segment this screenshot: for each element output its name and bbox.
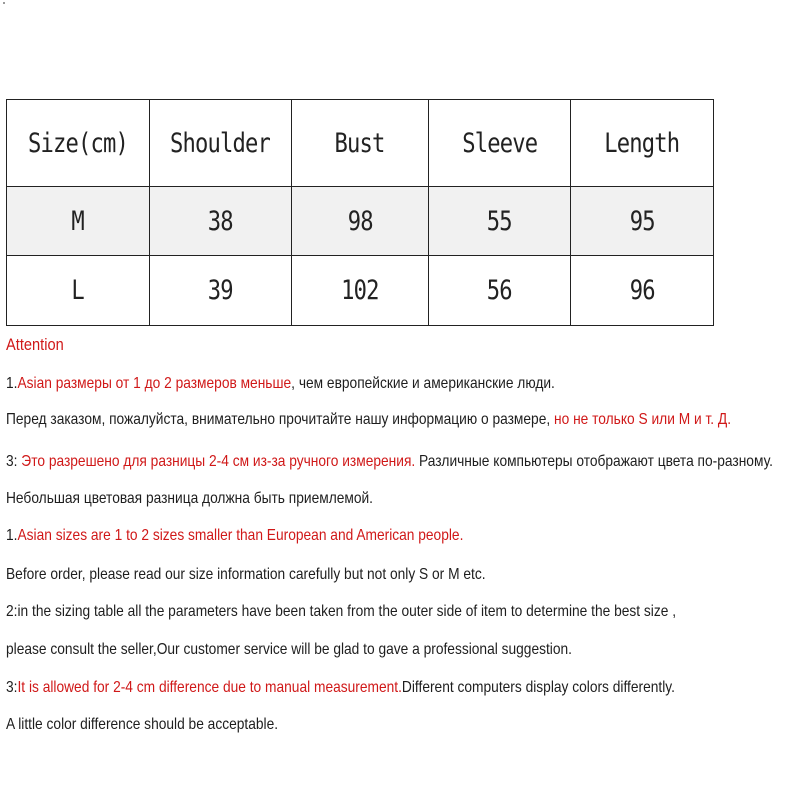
- note-ru-3: [6, 453, 773, 471]
- table-cell: 56: [429, 256, 571, 326]
- table-header-row: [7, 100, 714, 187]
- note-text: 3:: [6, 453, 22, 470]
- note-text: 1.: [6, 527, 18, 544]
- note-text: , чем европейские и американские люди.: [291, 375, 555, 392]
- note-highlight: Asian размеры от 1 до 2 размеров меньше: [17, 375, 292, 392]
- table-cell: L: [7, 256, 150, 326]
- note-en-5: [6, 679, 675, 697]
- note-en-1: [6, 527, 463, 545]
- table-cell: M: [7, 187, 150, 256]
- note-highlight: но не только S или M и т. Д.: [550, 411, 732, 428]
- header-bust: Bust: [292, 100, 429, 187]
- table-cell: 96: [571, 256, 714, 326]
- note-text: Different computers display colors differently.: [401, 679, 675, 696]
- corner-dot: [3, 2, 5, 4]
- note-ru-4: Небольшая цветовая разница должна быть приемлемой.: [6, 490, 374, 507]
- header-size: Size(cm): [7, 100, 150, 187]
- size-table: [6, 99, 714, 326]
- note-text: Перед заказом, пожалуйста, внимательно прочитайте нашу информацию о размере,: [6, 411, 551, 428]
- note-en-4: please consult the seller,Our customer service will be glad to gave a professional suggestion.: [6, 641, 573, 658]
- table-row: [7, 256, 714, 326]
- note-ru-1: [6, 375, 555, 393]
- table-cell: 95: [571, 187, 714, 256]
- note-highlight: Asian sizes are 1 to 2 sizes smaller than European and American people.: [17, 527, 464, 544]
- note-en-2: Before order, please read our size information carefully but not only S or M etc.: [6, 566, 486, 583]
- note-ru-2: [6, 411, 731, 429]
- table-row: [7, 187, 714, 256]
- table-cell: 38: [150, 187, 292, 256]
- header-sleeve: Sleeve: [429, 100, 571, 187]
- table-cell: 98: [292, 187, 429, 256]
- note-text: 3:: [6, 679, 18, 696]
- note-en-3: 2:in the sizing table all the parameters have been taken from the outer side of item to determine the best size ,: [6, 603, 677, 620]
- header-shoulder: Shoulder: [150, 100, 292, 187]
- table-cell: 39: [150, 256, 292, 326]
- note-text: Различные компьютеры отображают цвета по-разному.: [415, 453, 773, 470]
- note-highlight: It is allowed for 2-4 cm difference due to manual measurement.: [17, 679, 402, 696]
- header-length: Length: [571, 100, 714, 187]
- table-cell: 55: [429, 187, 571, 256]
- attention-heading: Attention: [6, 335, 64, 354]
- note-highlight: Это разрешено для разницы 2-4 см из-за ручного измерения.: [21, 453, 416, 470]
- note-text: 1.: [6, 375, 18, 392]
- size-chart: [6, 99, 713, 326]
- table-cell: 102: [292, 256, 429, 326]
- note-en-6: A little color difference should be acceptable.: [6, 716, 279, 733]
